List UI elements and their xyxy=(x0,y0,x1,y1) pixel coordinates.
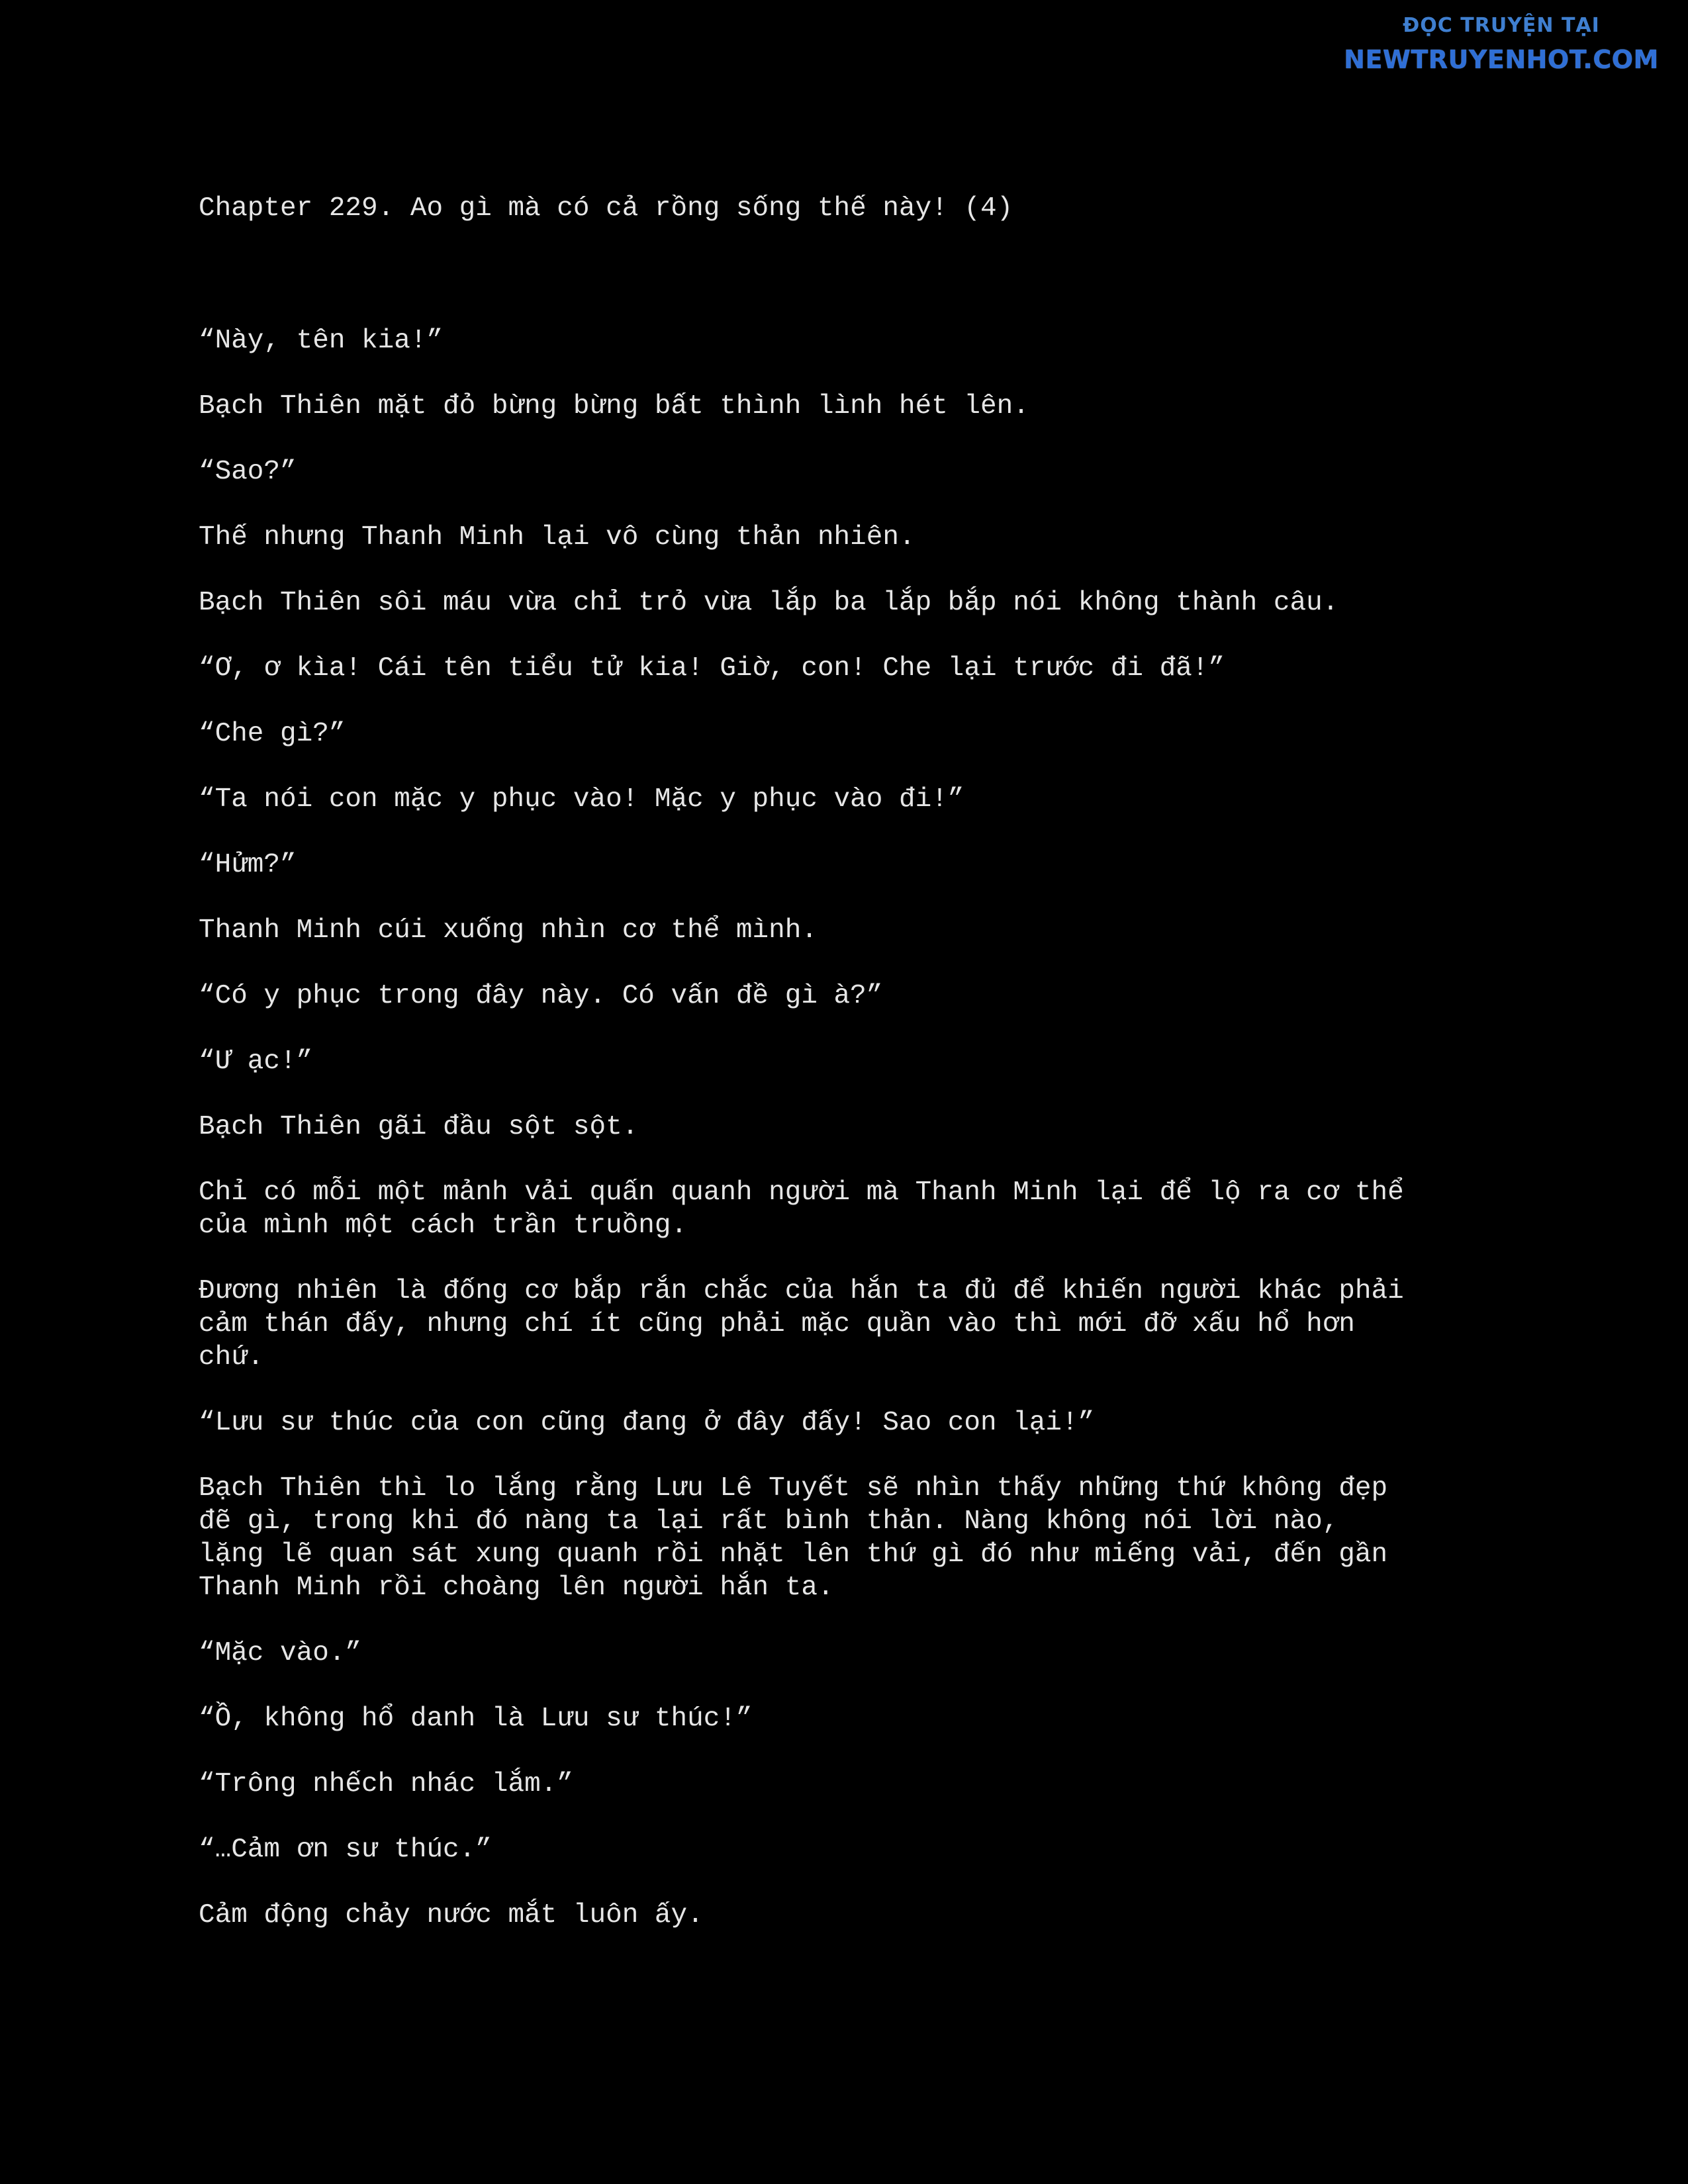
paragraph: “Ư ạc!” xyxy=(199,1046,313,1077)
paragraph: “Này, tên kia!” xyxy=(199,326,444,356)
paragraph: Cảm động chảy nước mắt luôn ấy. xyxy=(199,1900,704,1931)
site-watermark xyxy=(1336,9,1667,77)
paragraph: Bạch Thiên mặt đỏ bừng bừng bất thình lình hét lên. xyxy=(199,391,1029,422)
paragraph: “Hửm?” xyxy=(199,850,297,880)
chapter-title: Chapter 229. Ao gì mà có cả rồng sống thế này! (4) xyxy=(199,193,1013,224)
paragraph: Chỉ có mỗi một mảnh vải quấn quanh người mà Thanh Minh lại để lộ ra cơ thể của mình một cách trần truồng. xyxy=(199,1177,1404,1241)
watermark-line-1: ĐỌC TRUYỆN TẠI xyxy=(1403,14,1600,37)
paragraph: “…Cảm ơn sư thúc.” xyxy=(199,1835,492,1865)
chapter-page xyxy=(199,192,1509,1964)
paragraph: Thanh Minh cúi xuống nhìn cơ thể mình. xyxy=(199,915,818,946)
paragraph: “Che gì?” xyxy=(199,719,346,749)
paragraph: “Có y phục trong đây này. Có vấn đề gì à?” xyxy=(199,981,883,1011)
paragraph: “Trông nhếch nhác lắm.” xyxy=(199,1769,573,1799)
paragraph: Bạch Thiên sôi máu vừa chỉ trỏ vừa lắp ba lắp bắp nói không thành câu. xyxy=(199,588,1339,618)
paragraph: “Ta nói con mặc y phục vào! Mặc y phục vào đi!” xyxy=(199,784,964,815)
paragraph: “Sao?” xyxy=(199,457,297,487)
paragraph: “Ơ, ơ kìa! Cái tên tiểu tử kia! Giờ, con! Che lại trước đi đã!” xyxy=(199,653,1225,684)
paragraph: “Mặc vào.” xyxy=(199,1638,362,1668)
watermark-site-name: NEWTRUYENHOT.COM xyxy=(1344,45,1659,74)
paragraph: Đương nhiên là đống cơ bắp rắn chắc của hắn ta đủ để khiến người khác phải cảm thán đấy, nhưng chí ít cũng phải mặc quần vào thì mới đỡ xấu hổ hơn chứ. xyxy=(199,1276,1404,1373)
paragraph: “Ồ, không hổ danh là Lưu sư thúc!” xyxy=(199,1704,753,1734)
paragraph: Bạch Thiên gãi đầu sột sột. xyxy=(199,1112,639,1142)
paragraph: “Lưu sư thúc của con cũng đang ở đây đấy! Sao con lại!” xyxy=(199,1408,1095,1438)
paragraph: Thế nhưng Thanh Minh lại vô cùng thản nhiên. xyxy=(199,522,915,553)
paragraph: Bạch Thiên thì lo lắng rằng Lưu Lê Tuyết sẽ nhìn thấy những thứ không đẹp đẽ gì, trong khi đó nàng ta lại rất bình thản. Nàng không nói lời nào, lặng lẽ quan sát xung quanh rồi nhặt lên thứ gì đó như miếng vải, đến gần Thanh Minh rồi choàng lên người hắn ta. xyxy=(199,1473,1388,1603)
